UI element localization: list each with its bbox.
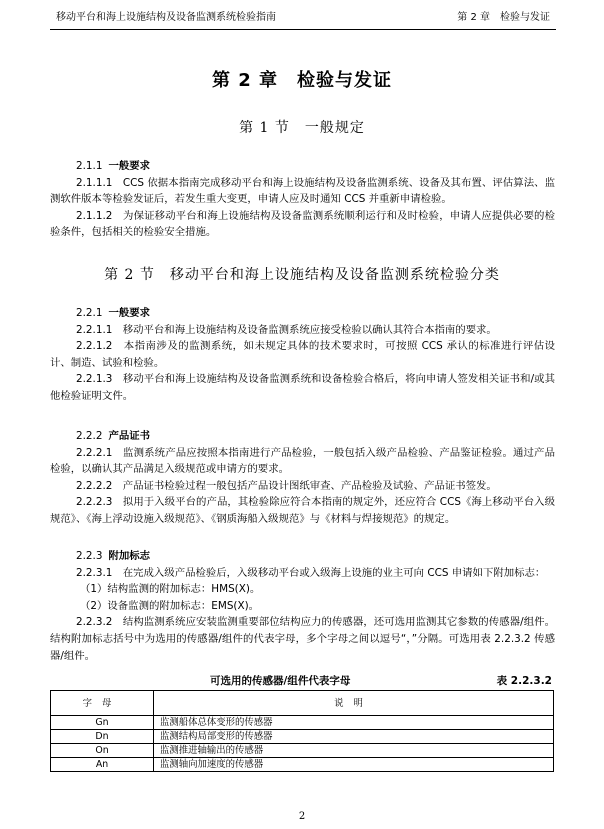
section-2-part-1 [50,305,555,405]
header-rule [50,29,556,30]
paragraph-2-1-1-1: 2.1.1.1 CCS 依据本指南完成移动平台和海上设施结构及设备监测系统、设备及其布置、评估算法、监测软件版本等检验发证后，若发生重大变更，申请人应及时通知 CCS 并重新申请检验。 [50,176,555,206]
row-code: Gn [51,716,154,730]
table-row [51,744,554,758]
header-code: 字母 [51,691,154,716]
clause-heading-2-2-2: 2.2.2 产品证书 [76,430,151,442]
page-number: 2 [298,811,306,822]
running-header [50,10,556,26]
section-2-part-2 [50,428,555,528]
clause-heading-2-2-3: 2.2.3 附加标志 [76,550,151,562]
row-description: 监测轴向加速度的传感器 [154,758,554,772]
notation-hms: （1）结构监测的附加标志：HMS(X)。 [80,583,261,596]
table-row [51,758,554,772]
clause-heading-2-1-1: 2.1.1 一般要求 [76,160,151,172]
table-row [51,716,554,730]
table-row [51,730,554,744]
row-code: On [51,744,154,758]
table-number: 表 2.2.3.2 [496,675,552,687]
table-title: 可选用的传感器/组件代表字母 [210,675,351,687]
notation-ems: （2）设备监测的附加标志：EMS(X)。 [80,599,260,612]
paragraph-2-2-2-1: 2.2.2.1 监测系统产品应按照本指南进行产品检验，一般包括入级产品检验、产品鉴证检验。通过产品检验，以确认其产品满足入级规范或申请方的要求。 [50,446,555,476]
row-code: Dn [51,730,154,744]
section-1-title: 第 1 节 一般规定 [239,120,365,136]
paragraph-2-2-2-3: 2.2.2.3 拟用于入级平台的产品，其检验除应符合本指南的规定外，还应符合 CCS《海上移动平台入级规范》、《海上浮动设施入级规范》、《钢质海船入级规范》与《材料与焊接规范》的规定。 [50,496,555,525]
clause-heading-2-2-1: 2.2.1 一般要求 [76,307,151,319]
table-caption [50,673,554,689]
section-2-part-3 [50,548,555,664]
row-description: 监测结构局部变形的传感器 [154,730,554,744]
paragraph-2-2-1-2: 2.2.1.2 本指南涉及的监测系统，如未规定具体的技术要求时，可按照 CCS 承认的标准进行评估设计、制造、试验和检验。 [50,340,555,369]
chapter-title: 第 2 章 检验与发证 [211,70,393,91]
row-description: 监测推进轴输出的传感器 [154,744,554,758]
sensor-code-table [50,690,554,772]
header-book-title: 移动平台和海上设施结构及设备监测系统检验指南 [56,12,276,23]
paragraph-2-2-2-2: 2.2.2.2 产品证书检验过程一般包括产品设计图纸审查、产品检验及试验、产品证书签发。 [76,479,497,492]
section-2-title: 第 2 节 移动平台和海上设施结构及设备监测系统检验分类 [104,267,500,283]
row-description: 监测船体总体变形的传感器 [154,716,554,730]
row-code: An [51,758,154,772]
paragraph-2-1-1-2: 2.1.1.2 为保证移动平台和海上设施结构及设备监测系统顺利运行和及时检验，申请人应提供必要的检验条件，包括相关的检验安全措施。 [50,209,555,239]
paragraph-2-2-1-3: 2.2.1.3 移动平台和海上设施结构及设备监测系统和设备检验合格后，将向申请人签发相关证书和/或其他检验证明文件。 [50,373,555,402]
header-chapter: 第 2 章 检验与发证 [457,12,550,23]
paragraph-2-2-3-1: 2.2.3.1 在完成入级产品检验后，入级移动平台或入级海上设施的业主可向 CCS 申请如下附加标志： [76,566,546,579]
section-1-body [50,158,555,241]
paragraph-2-2-3-2: 2.2.3.2 结构监测系统应安装监测重要部位结构应力的传感器，还可选用监测其它参数的传感器/组件。结构附加标志括号中为选用的传感器/组件的代表字母，多个字母之间以逗号“，”分隔。可选用表 2.2.3.2 传感器/组件。 [50,616,555,662]
table-header-row [51,691,554,716]
header-description: 说明 [154,691,554,716]
paragraph-2-2-1-1: 2.2.1.1 移动平台和海上设施结构及设备监测系统应接受检验以确认其符合本指南的要求。 [76,323,497,336]
